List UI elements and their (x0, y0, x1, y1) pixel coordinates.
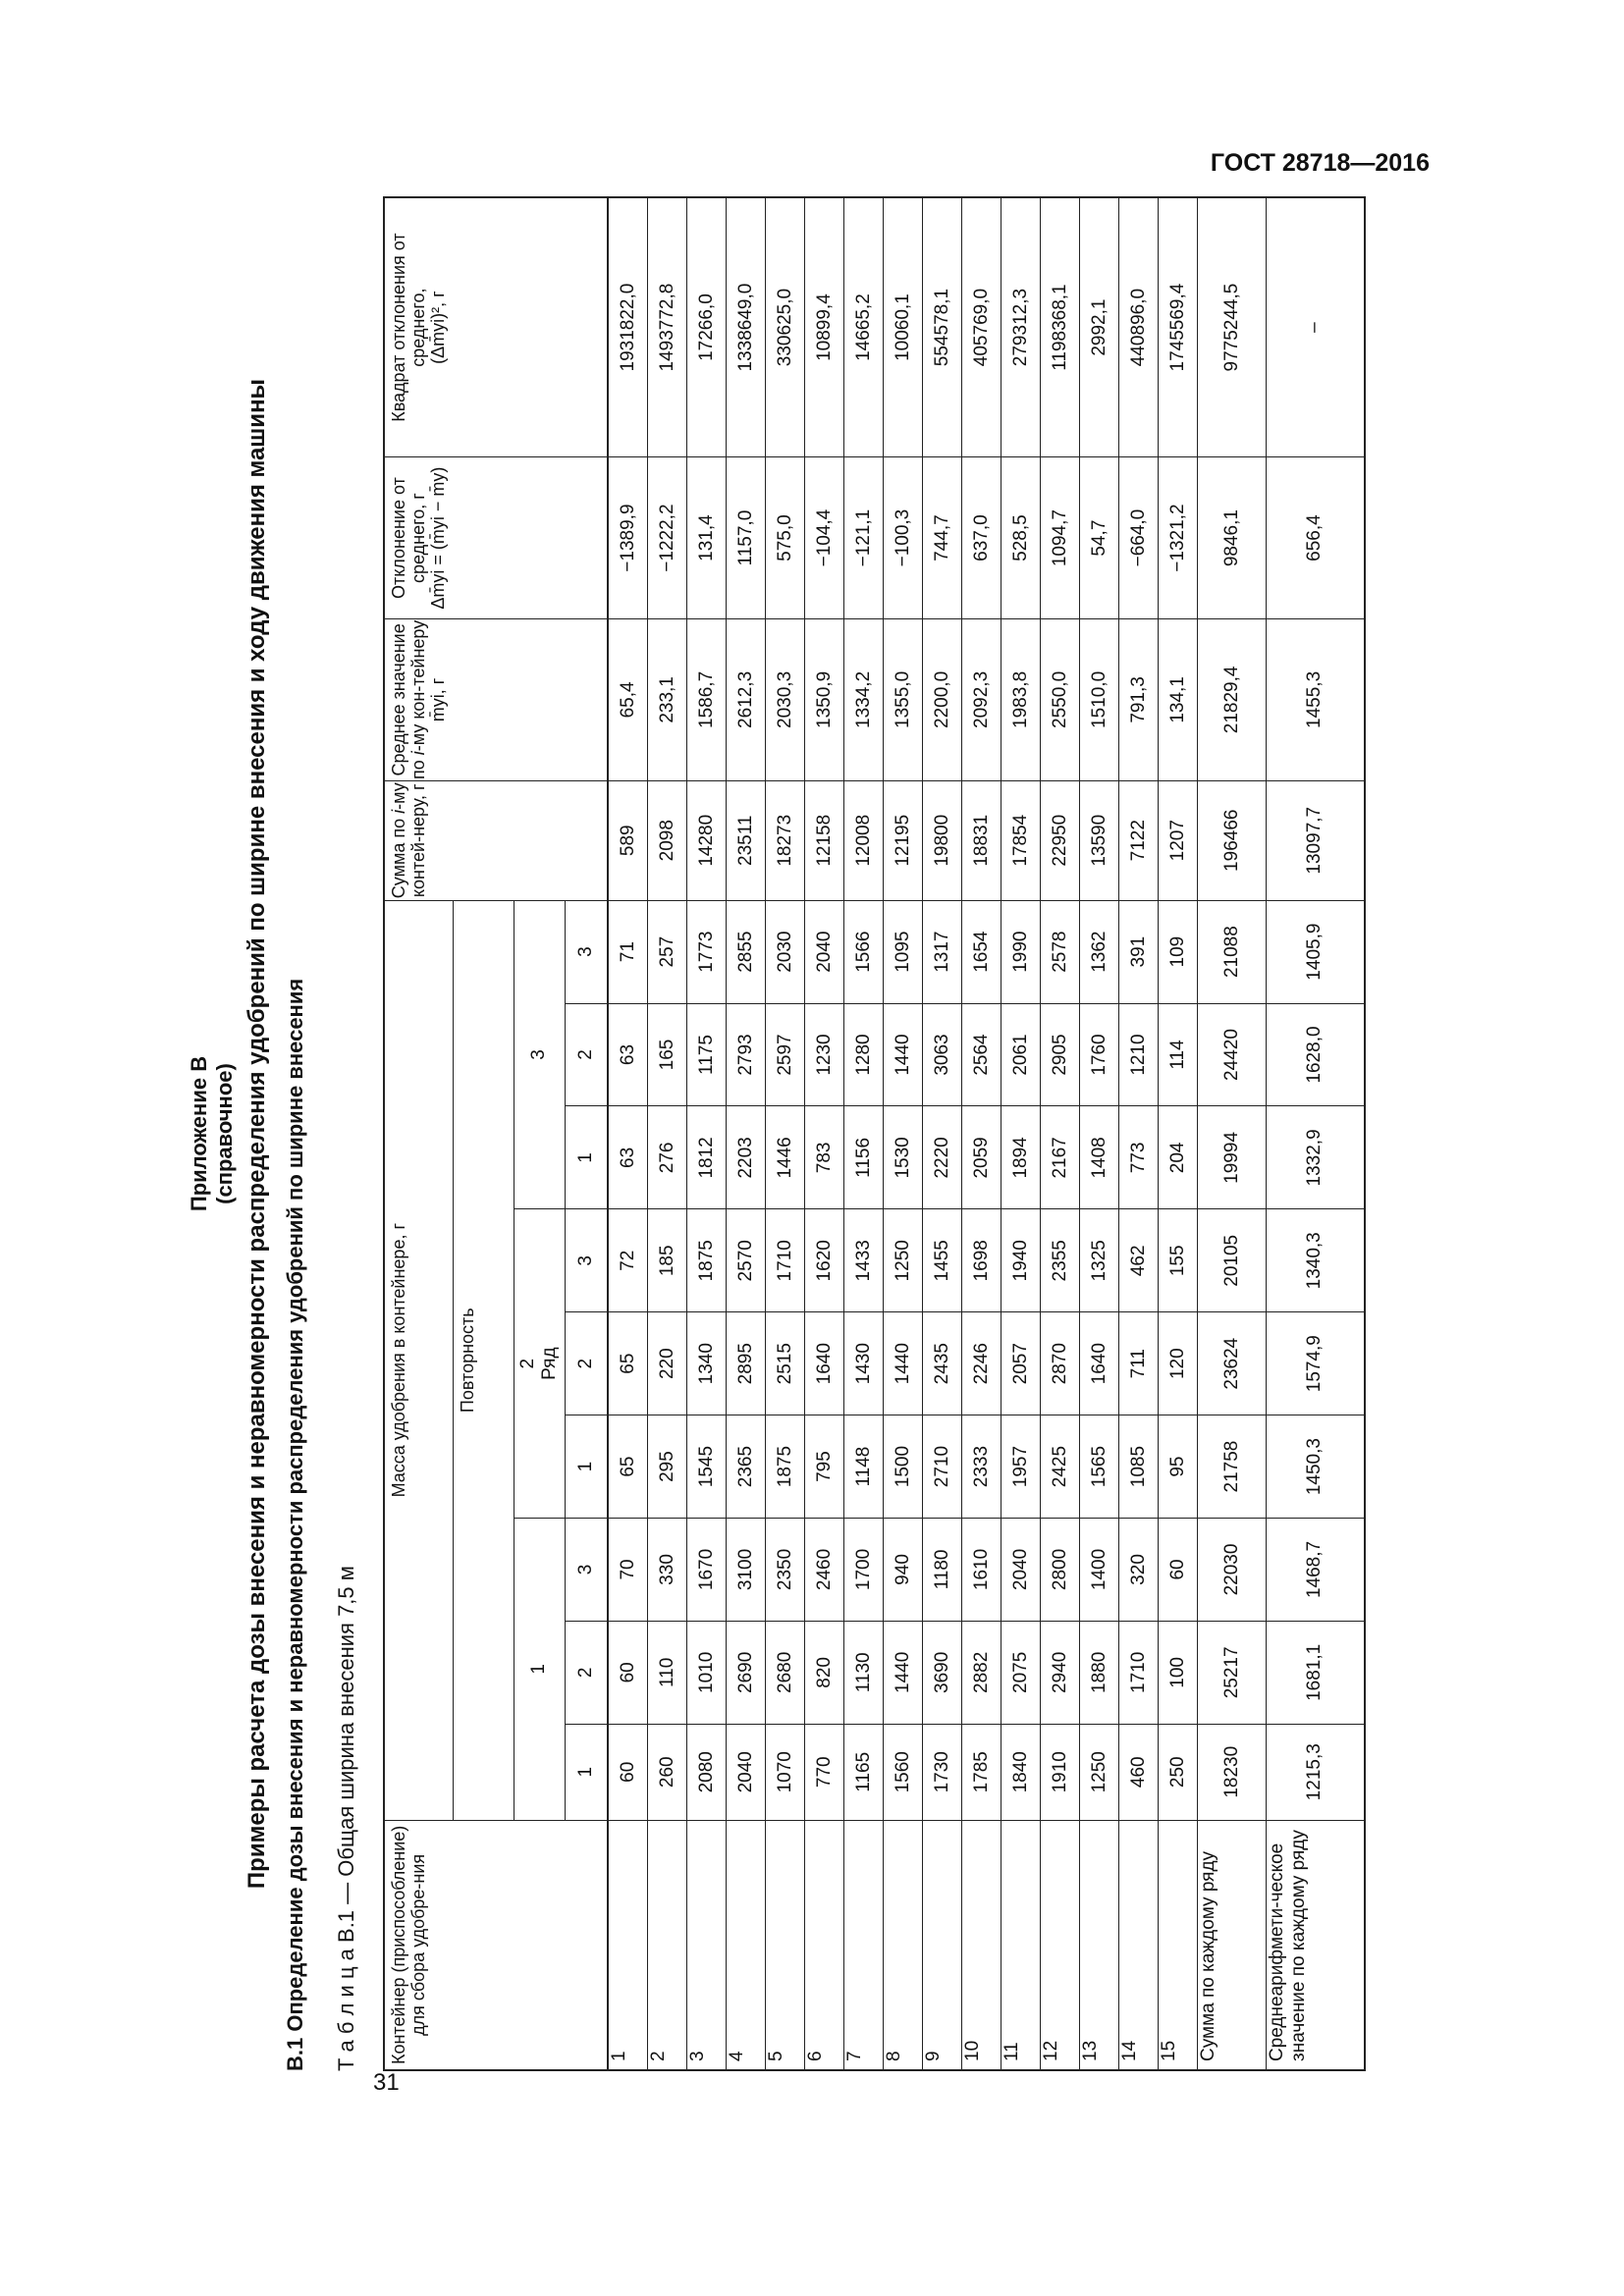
cell-value: 1440 (884, 1003, 923, 1106)
cell-value: 2597 (766, 1003, 805, 1106)
header-row-number: 3 (565, 900, 608, 1003)
cell-value: 100 (1159, 1621, 1198, 1724)
cell-value: 940 (884, 1519, 923, 1622)
cell-deviation: 744,7 (923, 457, 962, 619)
cell-value: 120 (1159, 1312, 1198, 1415)
header-row-number: 2 (565, 1312, 608, 1415)
section-title: В.1 Определение дозы внесения и неравномерности распределения удобрений по ширине внесения (283, 978, 307, 2071)
header-mass: Масса удобрения в контейнере, г (384, 900, 453, 1820)
cell-value: 460 (1119, 1724, 1159, 1820)
cell-value: 1681,1 (1267, 1621, 1365, 1724)
cell-value: 1165 (844, 1724, 884, 1820)
cell-value: 1325 (1080, 1209, 1119, 1312)
cell-value: 276 (648, 1106, 687, 1209)
cell-value: 204 (1159, 1106, 1198, 1209)
row-label: 6 (805, 1820, 844, 2070)
cell-square-deviation: 440896,0 (1119, 197, 1159, 457)
row-label: 8 (884, 1820, 923, 2070)
cell-sum: 12195 (884, 780, 923, 900)
table-row (687, 197, 727, 2070)
cell-mean: 134,1 (1159, 619, 1198, 781)
cell-value: 20105 (1198, 1209, 1267, 1312)
cell-value: 2333 (962, 1415, 1001, 1519)
row-label: 11 (1001, 1820, 1041, 2070)
cell-value: 1560 (884, 1724, 923, 1820)
row-label: 3 (687, 1820, 727, 2070)
cell-mean: 2612,3 (727, 619, 766, 781)
cell-value: 1670 (687, 1519, 727, 1622)
cell-value: 1085 (1119, 1415, 1159, 1519)
cell-square-deviation: 1338649,0 (727, 197, 766, 457)
header-row-number: 3 (565, 1209, 608, 1312)
cell-square-deviation: 554578,1 (923, 197, 962, 457)
cell-value: 783 (805, 1106, 844, 1209)
cell-value: 2220 (923, 1106, 962, 1209)
cell-value: 1773 (687, 900, 727, 1003)
cell-deviation: −1321,2 (1159, 457, 1198, 619)
cell-value: 1450,3 (1267, 1415, 1365, 1519)
cell-value: 462 (1119, 1209, 1159, 1312)
cell-sum: 18273 (766, 780, 805, 900)
cell-sum: 12008 (844, 780, 884, 900)
header-sum: Сумма по i-му контей-неру, г (384, 780, 608, 900)
cell-value: 60 (608, 1621, 648, 1724)
cell-value: 2895 (727, 1312, 766, 1415)
cell-value: 2425 (1041, 1415, 1080, 1519)
cell-value: 2059 (962, 1106, 1001, 1209)
cell-deviation: 575,0 (766, 457, 805, 619)
header-deviation: Отклонение от среднего, г Δm̄yi = (m̄yi − m̄y) (384, 457, 608, 619)
cell-sum: 14280 (687, 780, 727, 900)
appendix-note: (справочное) (212, 1063, 237, 1204)
cell-value: 1340,3 (1267, 1209, 1365, 1312)
table-row (1041, 197, 1080, 2070)
table-row (884, 197, 923, 2070)
cell-value: 2057 (1001, 1312, 1041, 1415)
cell-deviation: 528,5 (1001, 457, 1041, 619)
cell-value: 2800 (1041, 1519, 1080, 1622)
cell-mean: 2030,3 (766, 619, 805, 781)
cell-value: 2246 (962, 1312, 1001, 1415)
cell-value: 1710 (1119, 1621, 1159, 1724)
cell-value: 1875 (687, 1209, 727, 1312)
cell-square-deviation: 1931822,0 (608, 197, 648, 457)
cell-value: 1875 (766, 1415, 805, 1519)
cell-value: 1698 (962, 1209, 1001, 1312)
main-title: Примеры расчета дозы внесения и неравномерности распределения удобрений по ширине внесения и ходу движения машины (244, 378, 270, 1890)
cell-square-deviation: 14665,2 (844, 197, 884, 457)
cell-value: 1940 (1001, 1209, 1041, 1312)
cell-value: 2680 (766, 1621, 805, 1724)
cell-value: 185 (648, 1209, 687, 1312)
cell-value: 2870 (1041, 1312, 1080, 1415)
cell-value: 2710 (923, 1415, 962, 1519)
row-label: 13 (1080, 1820, 1119, 2070)
cell-value: 2075 (1001, 1621, 1041, 1724)
cell-sum: 23511 (727, 780, 766, 900)
cell-value: 2040 (727, 1724, 766, 1820)
cell-value: 22030 (1198, 1519, 1267, 1622)
cell-value: 1545 (687, 1415, 727, 1519)
cell-sum: 196466 (1198, 780, 1267, 900)
cell-value: 1280 (844, 1003, 884, 1106)
cell-value: 1530 (884, 1106, 923, 1209)
cell-value: 1620 (805, 1209, 844, 1312)
cell-value: 60 (1159, 1519, 1198, 1622)
cell-value: 1332,9 (1267, 1106, 1365, 1209)
cell-value: 2515 (766, 1312, 805, 1415)
cell-value: 1408 (1080, 1106, 1119, 1209)
cell-deviation: 9846,1 (1198, 457, 1267, 619)
cell-value: 257 (648, 900, 687, 1003)
cell-value: 1210 (1119, 1003, 1159, 1106)
cell-value: 1455 (923, 1209, 962, 1312)
cell-value: 65 (608, 1415, 648, 1519)
cell-value: 1440 (884, 1312, 923, 1415)
cell-value: 1430 (844, 1312, 884, 1415)
cell-value: 1175 (687, 1003, 727, 1106)
cell-value: 19994 (1198, 1106, 1267, 1209)
cell-value: 1574,9 (1267, 1312, 1365, 1415)
cell-value: 3690 (923, 1621, 962, 1724)
cell-deviation: 54,7 (1080, 457, 1119, 619)
cell-sum: 17854 (1001, 780, 1041, 900)
rotated-content (187, 196, 1424, 2071)
cell-value: 110 (648, 1621, 687, 1724)
cell-deviation: −1389,9 (608, 457, 648, 619)
table-row (962, 197, 1001, 2070)
cell-mean: 65,4 (608, 619, 648, 781)
cell-value: 1640 (805, 1312, 844, 1415)
cell-value: 1230 (805, 1003, 844, 1106)
cell-value: 1565 (1080, 1415, 1119, 1519)
cell-value: 2882 (962, 1621, 1001, 1724)
cell-deviation: 1157,0 (727, 457, 766, 619)
data-table (383, 196, 1366, 2071)
cell-value: 1760 (1080, 1003, 1119, 1106)
table-row (923, 197, 962, 2070)
cell-mean: 2200,0 (923, 619, 962, 781)
cell-square-deviation: 2992,1 (1080, 197, 1119, 457)
row-label: 4 (727, 1820, 766, 2070)
cell-mean: 791,3 (1119, 619, 1159, 781)
cell-value: 3063 (923, 1003, 962, 1106)
header-row-number: 3 (565, 1519, 608, 1622)
cell-sum: 1207 (1159, 780, 1198, 900)
cell-value: 63 (608, 1106, 648, 1209)
header-rep-2: 2 Ряд (514, 1209, 565, 1519)
header-row-number: 1 (565, 1415, 608, 1519)
header-row-number: 1 (565, 1724, 608, 1820)
cell-value: 70 (608, 1519, 648, 1622)
cell-value: 2578 (1041, 900, 1080, 1003)
cell-value: 1148 (844, 1415, 884, 1519)
cell-value: 1095 (884, 900, 923, 1003)
cell-mean: 21829,4 (1198, 619, 1267, 781)
cell-value: 114 (1159, 1003, 1198, 1106)
table-row (1159, 197, 1198, 2070)
cell-value: 330 (648, 1519, 687, 1622)
row-label: 2 (648, 1820, 687, 2070)
cell-value: 1362 (1080, 900, 1119, 1003)
row-label: Среднеарифмети-ческое значение по каждому ряду (1267, 1820, 1365, 2070)
table-row (766, 197, 805, 2070)
table-row (608, 197, 648, 2070)
header-square-deviation: Квадрат отклонения от среднего, (Δm̄yi)², г (384, 197, 608, 457)
cell-square-deviation: 1198368,1 (1041, 197, 1080, 457)
cell-value: 1400 (1080, 1519, 1119, 1622)
cell-deviation: 656,4 (1267, 457, 1365, 619)
cell-value: 2355 (1041, 1209, 1080, 1312)
header-row-number: 2 (565, 1003, 608, 1106)
cell-value: 1894 (1001, 1106, 1041, 1209)
cell-value: 1317 (923, 900, 962, 1003)
cell-value: 1180 (923, 1519, 962, 1622)
cell-value: 72 (608, 1209, 648, 1312)
cell-value: 2570 (727, 1209, 766, 1312)
cell-value: 2040 (805, 900, 844, 1003)
row-label: 5 (766, 1820, 805, 2070)
cell-value: 1130 (844, 1621, 884, 1724)
cell-value: 1215,3 (1267, 1724, 1365, 1820)
cell-value: 1710 (766, 1209, 805, 1312)
row-label: Сумма по каждому ряду (1198, 1820, 1267, 2070)
cell-value: 795 (805, 1415, 844, 1519)
cell-value: 1250 (884, 1209, 923, 1312)
table-row (844, 197, 884, 2070)
cell-sum: 589 (608, 780, 648, 900)
cell-value: 3100 (727, 1519, 766, 1622)
cell-value: 220 (648, 1312, 687, 1415)
cell-deviation: −121,1 (844, 457, 884, 619)
cell-value: 165 (648, 1003, 687, 1106)
cell-mean: 1355,0 (884, 619, 923, 781)
cell-square-deviation: 330625,0 (766, 197, 805, 457)
cell-value: 21758 (1198, 1415, 1267, 1519)
cell-value: 2040 (1001, 1519, 1041, 1622)
header-row-number: 2 (565, 1621, 608, 1724)
cell-value: 2350 (766, 1519, 805, 1622)
cell-value: 1730 (923, 1724, 962, 1820)
cell-value: 95 (1159, 1415, 1198, 1519)
table-row (1001, 197, 1041, 2070)
cell-value: 65 (608, 1312, 648, 1415)
cell-value: 391 (1119, 900, 1159, 1003)
table-row (805, 197, 844, 2070)
cell-value: 18230 (1198, 1724, 1267, 1820)
cell-value: 1250 (1080, 1724, 1119, 1820)
appendix-title: Приложение В (187, 1055, 211, 1212)
cell-square-deviation: 1745569,4 (1159, 197, 1198, 457)
cell-value: 1990 (1001, 900, 1041, 1003)
cell-value: 1405,9 (1267, 900, 1365, 1003)
cell-value: 295 (648, 1415, 687, 1519)
cell-mean: 1983,8 (1001, 619, 1041, 781)
cell-value: 1468,7 (1267, 1519, 1365, 1622)
cell-value: 25217 (1198, 1621, 1267, 1724)
cell-value: 1156 (844, 1106, 884, 1209)
header-repetition: Повторность (453, 900, 514, 1820)
cell-square-deviation: – (1267, 197, 1365, 457)
cell-sum: 18831 (962, 780, 1001, 900)
cell-deviation: 637,0 (962, 457, 1001, 619)
cell-value: 2940 (1041, 1621, 1080, 1724)
header-row-number: 1 (565, 1106, 608, 1209)
cell-value: 2080 (687, 1724, 727, 1820)
cell-value: 2167 (1041, 1106, 1080, 1209)
table-row (727, 197, 766, 2070)
cell-deviation: −1222,2 (648, 457, 687, 619)
cell-value: 24420 (1198, 1003, 1267, 1106)
cell-square-deviation: 279312,3 (1001, 197, 1041, 457)
cell-value: 21088 (1198, 900, 1267, 1003)
cell-value: 320 (1119, 1519, 1159, 1622)
header-rep-1: 1 (514, 1519, 565, 1821)
cell-value: 2460 (805, 1519, 844, 1622)
cell-value: 770 (805, 1724, 844, 1820)
cell-square-deviation: 10060,1 (884, 197, 923, 457)
cell-mean: 1455,3 (1267, 619, 1365, 781)
row-label: 7 (844, 1820, 884, 2070)
cell-value: 1340 (687, 1312, 727, 1415)
cell-mean: 2550,0 (1041, 619, 1080, 781)
cell-value: 1785 (962, 1724, 1001, 1820)
cell-value: 773 (1119, 1106, 1159, 1209)
cell-value: 109 (1159, 900, 1198, 1003)
cell-value: 2061 (1001, 1003, 1041, 1106)
cell-sum: 22950 (1041, 780, 1080, 900)
cell-mean: 1334,2 (844, 619, 884, 781)
cell-value: 2690 (727, 1621, 766, 1724)
cell-value: 1880 (1080, 1621, 1119, 1724)
cell-value: 2793 (727, 1003, 766, 1106)
cell-value: 1440 (884, 1621, 923, 1724)
cell-deviation: 131,4 (687, 457, 727, 619)
cell-value: 2855 (727, 900, 766, 1003)
cell-value: 2030 (766, 900, 805, 1003)
cell-value: 250 (1159, 1724, 1198, 1820)
cell-deviation: −100,3 (884, 457, 923, 619)
cell-value: 1610 (962, 1519, 1001, 1622)
cell-deviation: −664,0 (1119, 457, 1159, 619)
cell-mean: 1510,0 (1080, 619, 1119, 781)
cell-value: 1070 (766, 1724, 805, 1820)
cell-value: 1840 (1001, 1724, 1041, 1820)
table-row (1119, 197, 1159, 2070)
cell-value: 2203 (727, 1106, 766, 1209)
row-label: 1 (608, 1820, 648, 2070)
header-rep-3: 3 (514, 900, 565, 1209)
cell-sum: 19800 (923, 780, 962, 900)
row-label: 15 (1159, 1820, 1198, 2070)
header-container: Контейнер (приспособление) для сбора удобре-ния (384, 1820, 608, 2070)
cell-deviation: −104,4 (805, 457, 844, 619)
cell-square-deviation: 9775244,5 (1198, 197, 1267, 457)
cell-mean: 1350,9 (805, 619, 844, 781)
cell-sum: 13097,7 (1267, 780, 1365, 900)
standard-number: ГОСТ 28718—2016 (1210, 149, 1430, 177)
cell-deviation: 1094,7 (1041, 457, 1080, 619)
cell-value: 1566 (844, 900, 884, 1003)
cell-value: 2564 (962, 1003, 1001, 1106)
cell-value: 1433 (844, 1209, 884, 1312)
cell-mean: 1586,7 (687, 619, 727, 781)
table-row (1198, 197, 1267, 2070)
cell-value: 1640 (1080, 1312, 1119, 1415)
cell-value: 60 (608, 1724, 648, 1820)
cell-value: 2905 (1041, 1003, 1080, 1106)
cell-value: 23624 (1198, 1312, 1267, 1415)
cell-value: 155 (1159, 1209, 1198, 1312)
cell-square-deviation: 1493772,8 (648, 197, 687, 457)
appendix-heading (187, 196, 238, 2071)
table-caption: Т а б л и ц а В.1 — Общая ширина внесения 7,5 м (334, 1566, 358, 2071)
cell-value: 820 (805, 1621, 844, 1724)
page-number: 31 (373, 2069, 400, 2096)
cell-value: 2435 (923, 1312, 962, 1415)
cell-value: 1010 (687, 1621, 727, 1724)
cell-value: 63 (608, 1003, 648, 1106)
table-row (1080, 197, 1119, 2070)
cell-mean: 2092,3 (962, 619, 1001, 781)
cell-value: 1628,0 (1267, 1003, 1365, 1106)
cell-value: 1700 (844, 1519, 884, 1622)
cell-value: 1500 (884, 1415, 923, 1519)
table-body (608, 197, 1365, 2070)
row-label: 12 (1041, 1820, 1080, 2070)
cell-value: 1812 (687, 1106, 727, 1209)
cell-value: 71 (608, 900, 648, 1003)
cell-value: 260 (648, 1724, 687, 1820)
cell-square-deviation: 10899,4 (805, 197, 844, 457)
cell-value: 2365 (727, 1415, 766, 1519)
table-row (1267, 197, 1365, 2070)
cell-value: 1957 (1001, 1415, 1041, 1519)
cell-square-deviation: 405769,0 (962, 197, 1001, 457)
cell-value: 711 (1119, 1312, 1159, 1415)
table-row (648, 197, 687, 2070)
row-label: 14 (1119, 1820, 1159, 2070)
cell-value: 1446 (766, 1106, 805, 1209)
row-label: 9 (923, 1820, 962, 2070)
cell-value: 1910 (1041, 1724, 1080, 1820)
cell-square-deviation: 17266,0 (687, 197, 727, 457)
cell-sum: 12158 (805, 780, 844, 900)
cell-sum: 7122 (1119, 780, 1159, 900)
cell-sum: 2098 (648, 780, 687, 900)
row-label: 10 (962, 1820, 1001, 2070)
cell-sum: 13590 (1080, 780, 1119, 900)
cell-value: 1654 (962, 900, 1001, 1003)
cell-mean: 233,1 (648, 619, 687, 781)
header-mean: Среднее значение по i-му кон-тейнеру m̄yi, г (384, 619, 608, 781)
